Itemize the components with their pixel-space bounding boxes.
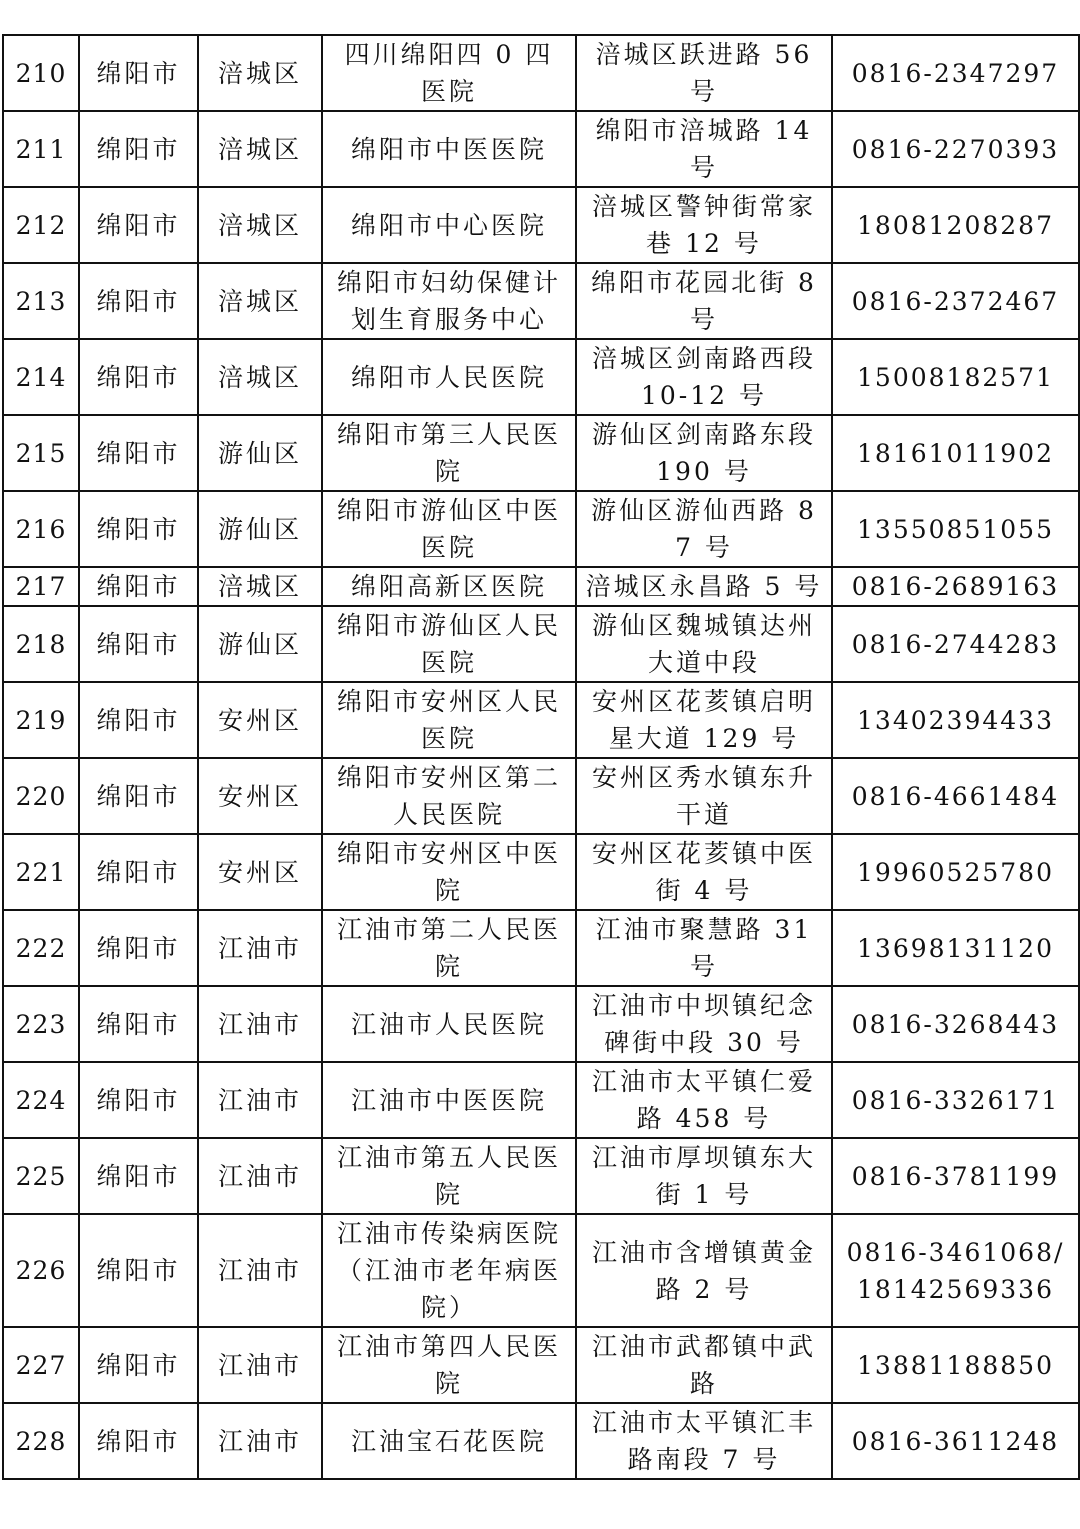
phone-cell: 18161011902: [832, 415, 1079, 491]
city-cell: 绵阳市: [79, 111, 198, 187]
address-cell: 安州区花荄镇启明星大道 129 号: [576, 682, 832, 758]
hospital-cell: 绵阳市中心医院: [322, 187, 576, 263]
hospital-cell: 绵阳市安州区第二人民医院: [322, 758, 576, 834]
city-cell: 绵阳市: [79, 758, 198, 834]
hospital-cell: 绵阳市游仙区中医医院: [322, 491, 576, 567]
phone-cell: 13698131120: [832, 910, 1079, 986]
table-row: [3, 339, 1079, 415]
row-number: 216: [3, 491, 79, 567]
row-number: 217: [3, 567, 79, 606]
hospital-cell: 江油市第四人民医院: [322, 1327, 576, 1403]
address-cell: 涪城区警钟街常家巷 12 号: [576, 187, 832, 263]
phone-cell: 0816-3461068/18142569336: [832, 1214, 1079, 1327]
address-cell: 江油市含增镇黄金路 2 号: [576, 1214, 832, 1327]
city-cell: 绵阳市: [79, 263, 198, 339]
phone-cell: 15008182571: [832, 339, 1079, 415]
city-cell: 绵阳市: [79, 1138, 198, 1214]
district-cell: 游仙区: [198, 415, 322, 491]
district-cell: 安州区: [198, 758, 322, 834]
hospital-cell: 绵阳市妇幼保健计划生育服务中心: [322, 263, 576, 339]
phone-cell: 0816-2689163: [832, 567, 1079, 606]
district-cell: 江油市: [198, 1327, 322, 1403]
city-cell: 绵阳市: [79, 339, 198, 415]
district-cell: 江油市: [198, 1062, 322, 1138]
district-cell: 江油市: [198, 910, 322, 986]
table-row: [3, 758, 1079, 834]
address-cell: 涪城区跃进路 56 号: [576, 35, 832, 111]
phone-cell: 18081208287: [832, 187, 1079, 263]
city-cell: 绵阳市: [79, 491, 198, 567]
row-number: 227: [3, 1327, 79, 1403]
address-cell: 江油市中坝镇纪念碑街中段 30 号: [576, 986, 832, 1062]
city-cell: 绵阳市: [79, 1062, 198, 1138]
address-cell: 游仙区游仙西路 87 号: [576, 491, 832, 567]
city-cell: 绵阳市: [79, 606, 198, 682]
row-number: 228: [3, 1403, 79, 1479]
district-cell: 江油市: [198, 1403, 322, 1479]
table-row: [3, 35, 1079, 111]
hospital-cell: 四川绵阳四 0 四医院: [322, 35, 576, 111]
hospital-cell: 江油市第二人民医院: [322, 910, 576, 986]
phone-cell: 13402394433: [832, 682, 1079, 758]
city-cell: 绵阳市: [79, 1327, 198, 1403]
hospital-cell: 绵阳市人民医院: [322, 339, 576, 415]
hospital-cell: 绵阳市游仙区人民医院: [322, 606, 576, 682]
table-row: [3, 682, 1079, 758]
address-cell: 涪城区永昌路 5 号: [576, 567, 832, 606]
row-number: 223: [3, 986, 79, 1062]
district-cell: 涪城区: [198, 339, 322, 415]
table-row: [3, 567, 1079, 606]
address-cell: 涪城区剑南路西段 10-12 号: [576, 339, 832, 415]
city-cell: 绵阳市: [79, 834, 198, 910]
table-row: [3, 834, 1079, 910]
table-row: [3, 606, 1079, 682]
table-row: [3, 1403, 1079, 1479]
district-cell: 江油市: [198, 1214, 322, 1327]
district-cell: 安州区: [198, 682, 322, 758]
address-cell: 江油市武都镇中武路: [576, 1327, 832, 1403]
district-cell: 江油市: [198, 1138, 322, 1214]
hospital-table: [2, 34, 1080, 1480]
hospital-cell: 江油市中医医院: [322, 1062, 576, 1138]
district-cell: 安州区: [198, 834, 322, 910]
city-cell: 绵阳市: [79, 910, 198, 986]
city-cell: 绵阳市: [79, 1403, 198, 1479]
table-row: [3, 111, 1079, 187]
address-cell: 绵阳市涪城路 14 号: [576, 111, 832, 187]
city-cell: 绵阳市: [79, 1214, 198, 1327]
row-number: 213: [3, 263, 79, 339]
row-number: 225: [3, 1138, 79, 1214]
hospital-cell: 绵阳市中医医院: [322, 111, 576, 187]
row-number: 221: [3, 834, 79, 910]
district-cell: 游仙区: [198, 491, 322, 567]
phone-cell: 0816-4661484: [832, 758, 1079, 834]
phone-cell: 0816-2372467: [832, 263, 1079, 339]
city-cell: 绵阳市: [79, 187, 198, 263]
city-cell: 绵阳市: [79, 986, 198, 1062]
row-number: 224: [3, 1062, 79, 1138]
phone-cell: 0816-3781199: [832, 1138, 1079, 1214]
district-cell: 涪城区: [198, 111, 322, 187]
hospital-cell: 江油市人民医院: [322, 986, 576, 1062]
address-cell: 游仙区魏城镇达州大道中段: [576, 606, 832, 682]
table-row: [3, 263, 1079, 339]
district-cell: 涪城区: [198, 187, 322, 263]
city-cell: 绵阳市: [79, 567, 198, 606]
phone-cell: 13881188850: [832, 1327, 1079, 1403]
address-cell: 安州区秀水镇东升干道: [576, 758, 832, 834]
hospital-cell: 江油宝石花医院: [322, 1403, 576, 1479]
table-row: [3, 415, 1079, 491]
hospital-cell: 绵阳市第三人民医院: [322, 415, 576, 491]
hospital-cell: 绵阳高新区医院: [322, 567, 576, 606]
table-row: [3, 1327, 1079, 1403]
district-cell: 游仙区: [198, 606, 322, 682]
row-number: 211: [3, 111, 79, 187]
hospital-cell: 江油市传染病医院（江油市老年病医院）: [322, 1214, 576, 1327]
district-cell: 涪城区: [198, 567, 322, 606]
row-number: 210: [3, 35, 79, 111]
hospital-cell: 绵阳市安州区人民医院: [322, 682, 576, 758]
address-cell: 绵阳市花园北街 8 号: [576, 263, 832, 339]
phone-cell: 0816-2744283: [832, 606, 1079, 682]
district-cell: 涪城区: [198, 35, 322, 111]
phone-cell: 0816-3268443: [832, 986, 1079, 1062]
row-number: 226: [3, 1214, 79, 1327]
table-row: [3, 491, 1079, 567]
address-cell: 安州区花荄镇中医街 4 号: [576, 834, 832, 910]
hospital-cell: 江油市第五人民医院: [322, 1138, 576, 1214]
city-cell: 绵阳市: [79, 35, 198, 111]
table-row: [3, 187, 1079, 263]
table-row: [3, 1138, 1079, 1214]
table-row: [3, 1062, 1079, 1138]
hospital-cell: 绵阳市安州区中医院: [322, 834, 576, 910]
phone-cell: 0816-2347297: [832, 35, 1079, 111]
phone-cell: 0816-3326171: [832, 1062, 1079, 1138]
phone-cell: 13550851055: [832, 491, 1079, 567]
city-cell: 绵阳市: [79, 682, 198, 758]
row-number: 214: [3, 339, 79, 415]
row-number: 219: [3, 682, 79, 758]
row-number: 220: [3, 758, 79, 834]
table-row: [3, 1214, 1079, 1327]
address-cell: 江油市聚慧路 31 号: [576, 910, 832, 986]
district-cell: 江油市: [198, 986, 322, 1062]
phone-cell: 19960525780: [832, 834, 1079, 910]
row-number: 222: [3, 910, 79, 986]
row-number: 212: [3, 187, 79, 263]
city-cell: 绵阳市: [79, 415, 198, 491]
table-row: [3, 910, 1079, 986]
table-row: [3, 986, 1079, 1062]
district-cell: 涪城区: [198, 263, 322, 339]
row-number: 215: [3, 415, 79, 491]
phone-cell: 0816-2270393: [832, 111, 1079, 187]
address-cell: 江油市太平镇汇丰路南段 7 号: [576, 1403, 832, 1479]
phone-cell: 0816-3611248: [832, 1403, 1079, 1479]
address-cell: 江油市太平镇仁爱路 458 号: [576, 1062, 832, 1138]
address-cell: 江油市厚坝镇东大街 1 号: [576, 1138, 832, 1214]
row-number: 218: [3, 606, 79, 682]
address-cell: 游仙区剑南路东段 190 号: [576, 415, 832, 491]
